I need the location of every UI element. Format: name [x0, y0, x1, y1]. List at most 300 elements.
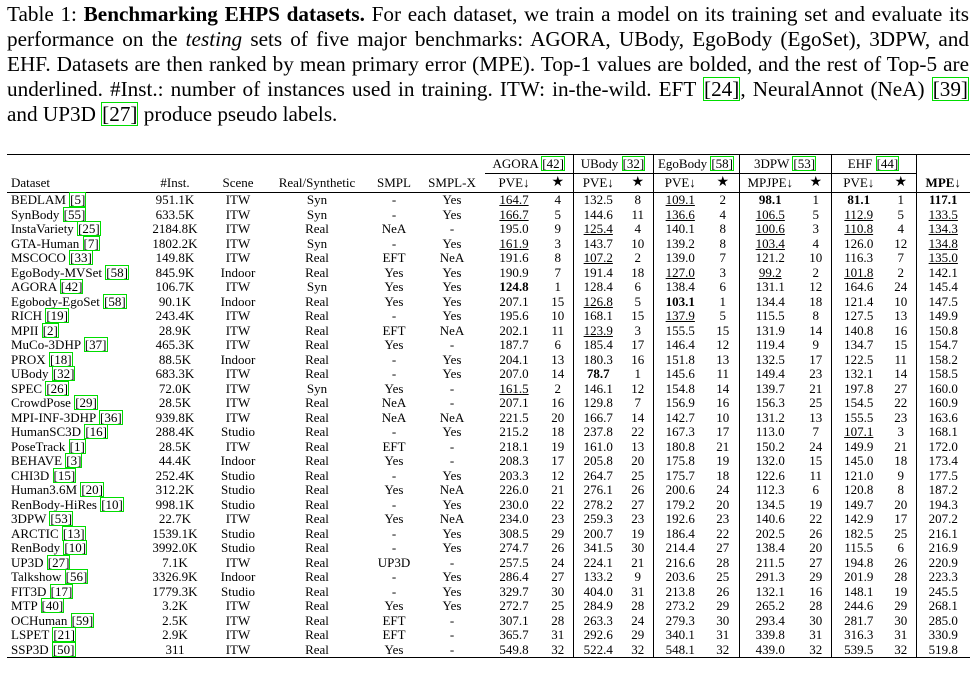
rank-value: 32 — [801, 643, 831, 658]
dataset-name: RenBody-HiRes [10] — [11, 496, 123, 512]
mpe-value: 187.2 — [916, 483, 970, 498]
error-value: 216.6 — [653, 556, 707, 571]
inst-count: 7.1K — [162, 554, 188, 570]
error-value: 281.7 — [831, 614, 886, 629]
mpe-value: 134.3 — [916, 222, 970, 237]
table-body — [7, 193, 970, 658]
smpl: - — [391, 569, 397, 584]
error-value: 144.6 — [573, 208, 623, 223]
citation-link[interactable]: [5] — [70, 192, 86, 207]
error-value: 286.4 — [499, 569, 529, 584]
col-pve: PVE↓ — [573, 174, 623, 193]
error-value: 128.4 — [573, 280, 623, 295]
error-value: 154.5 — [831, 396, 886, 411]
scene: ITW — [225, 366, 251, 381]
smplx: - — [449, 554, 455, 570]
smpl: Yes — [369, 643, 419, 658]
citation-link[interactable]: [59] — [71, 612, 94, 628]
rank-value: 30 — [894, 612, 908, 628]
mpe-value: 134.8 — [916, 237, 970, 252]
error-value: 107.2 — [573, 251, 623, 266]
caption-emph: testing — [185, 26, 243, 51]
table-row — [7, 512, 970, 527]
table-row — [7, 237, 970, 252]
inst-count: 149.8K — [155, 250, 195, 265]
mpe-value: 330.9 — [916, 628, 970, 643]
error-value: 138.4 — [739, 541, 801, 556]
inst-count: 252.4K — [155, 467, 195, 483]
smplx: - — [449, 221, 455, 236]
inst-count: 1779.3K — [152, 583, 198, 599]
error-value: 284.9 — [573, 599, 623, 614]
rank-value: 32 — [623, 643, 653, 658]
error-value: 278.2 — [573, 498, 623, 513]
mpe-value: 519.8 — [916, 643, 970, 658]
error-value: 106.5 — [739, 208, 801, 223]
error-value: 207.0 — [499, 366, 529, 381]
real-synthetic: Real — [305, 453, 329, 468]
citation-link[interactable]: [58] — [104, 293, 126, 309]
error-value: 207.1 — [499, 395, 529, 410]
scene: ITW — [225, 395, 251, 410]
rank-value: 23 — [894, 409, 908, 425]
benchmark-table — [7, 154, 970, 658]
rank-value: 4 — [554, 192, 561, 207]
smplx: Yes — [442, 366, 462, 381]
inst-count: 288.4K — [155, 424, 195, 439]
table-row — [7, 628, 970, 643]
rank-value: 29 — [809, 569, 823, 584]
rank-value: 32 — [707, 643, 739, 658]
col-pve: PVE↓ — [831, 174, 886, 193]
error-value: 192.6 — [653, 512, 707, 527]
smplx: - — [449, 337, 455, 352]
scene: ITW — [225, 221, 251, 236]
rank-value: 10 — [716, 409, 730, 425]
rank-value: 29 — [631, 627, 645, 642]
rank-value: 6 — [719, 279, 726, 294]
rank-value: 20 — [551, 409, 565, 425]
inst-count: 28.9K — [158, 322, 192, 338]
error-value: 132.5 — [573, 193, 623, 208]
table-row — [7, 483, 970, 498]
scene: ITW — [225, 250, 251, 265]
rank-value: 15 — [894, 337, 908, 352]
col-mpjpe: MPJPE↓ — [739, 174, 801, 193]
rank-value: 4 — [897, 221, 904, 236]
citation-link[interactable]: [10] — [101, 496, 123, 512]
rank-value: 12 — [894, 235, 908, 251]
citation-link[interactable]: [27] — [47, 554, 70, 570]
real-synthetic: Real — [305, 612, 329, 628]
rank-value: 11 — [894, 351, 908, 367]
citation-link[interactable]: [53] — [793, 156, 816, 171]
error-value: 185.4 — [573, 338, 623, 353]
dataset-name: AGORA [42] — [11, 279, 83, 294]
error-value: 156.9 — [653, 396, 707, 411]
caption-text: produce pseudo labels. — [138, 101, 338, 126]
mpe-value: 154.7 — [916, 338, 970, 353]
scene: ITW — [225, 554, 251, 570]
citation-link[interactable]: [44] — [876, 156, 899, 171]
error-value: 164.7 — [499, 192, 529, 207]
dataset-name: OCHuman [59] — [11, 612, 94, 628]
citation-link[interactable]: [16] — [85, 424, 107, 439]
rank-value: 8 — [897, 482, 904, 497]
inst-count: 633.5K — [155, 206, 195, 222]
error-value: 293.4 — [739, 614, 801, 629]
smpl: - — [391, 366, 397, 381]
mpe-value: 268.1 — [916, 599, 970, 614]
table-row — [7, 382, 970, 397]
inst-count: 939.8K — [155, 409, 195, 425]
citation-link[interactable]: [37] — [84, 337, 107, 352]
rank-value: 25 — [809, 395, 823, 410]
error-value: 132.1 — [739, 585, 801, 600]
real-synthetic: Real — [305, 627, 329, 642]
error-value: 191.4 — [573, 266, 623, 281]
table-row — [7, 266, 970, 281]
real-synthetic: Real — [265, 643, 369, 658]
rank-value: 13 — [809, 409, 823, 425]
error-value: 161.5 — [499, 380, 529, 396]
citation-link[interactable]: [55] — [63, 206, 86, 222]
error-value: 190.9 — [499, 264, 529, 280]
rank-value: 14 — [809, 322, 823, 338]
error-value: 226.0 — [499, 482, 529, 497]
rank-value: 1 — [812, 192, 819, 207]
error-value: 124.8 — [499, 279, 529, 294]
error-value: 291.3 — [739, 570, 801, 585]
rank-value: 2 — [897, 264, 904, 280]
dataset-name: MSCOCO [33] — [11, 250, 92, 265]
dataset-name: EgoBody-MVSet [58] — [11, 264, 128, 280]
smpl: Yes — [384, 380, 404, 396]
smpl: NeA — [381, 221, 407, 236]
citation-link[interactable]: [58] — [711, 156, 734, 171]
error-value: 201.9 — [831, 570, 886, 585]
error-value: 142.7 — [653, 411, 707, 426]
caption-title: Benchmarking EHPS datasets. — [83, 2, 365, 26]
rank-value: 16 — [551, 395, 565, 410]
citation-link[interactable]: [7] — [83, 235, 99, 251]
citation-link[interactable]: [42] — [542, 156, 564, 171]
error-value: 121.4 — [831, 295, 886, 310]
rank-value: 9 — [634, 569, 641, 584]
rank-value: 4 — [634, 221, 641, 236]
rank-value: 21 — [894, 438, 908, 454]
table-row — [7, 425, 970, 440]
rank-value: 3 — [634, 322, 641, 338]
table-row — [7, 396, 970, 411]
col-scene: Scene — [211, 174, 265, 193]
error-value: 99.2 — [739, 266, 801, 281]
rank-value: 18 — [551, 424, 565, 439]
caption-text: For each dataset, we train a model on its training set and evaluate its performance on the — [7, 2, 969, 51]
error-value: 140.1 — [653, 222, 707, 237]
rank-value: 1 — [554, 279, 561, 294]
citation-link[interactable]: [15] — [53, 467, 76, 483]
rank-value: 26 — [716, 583, 730, 599]
smplx: Yes — [442, 192, 462, 207]
error-value: 186.4 — [653, 527, 707, 542]
error-value: 139.7 — [739, 382, 801, 397]
table-row — [7, 570, 970, 585]
mpe-value: 142.1 — [916, 266, 970, 281]
citation-link[interactable]: [53] — [50, 511, 73, 526]
inst-count: 90.1K — [158, 293, 192, 309]
error-value: 122.6 — [739, 469, 801, 484]
dataset-name: HumanSC3D [16] — [11, 424, 107, 439]
rank-value: 27 — [716, 540, 730, 555]
error-value: 149.4 — [739, 367, 801, 382]
scene: Studio — [221, 525, 255, 541]
citation-link[interactable]: [2] — [42, 322, 58, 338]
rank-value: 6 — [897, 540, 904, 555]
rank-value: 18 — [631, 264, 645, 280]
smpl: NeA — [381, 395, 407, 410]
dataset-name: RICH [19] — [11, 308, 68, 323]
error-value: 149.9 — [831, 440, 886, 455]
scene: ITW — [225, 627, 251, 642]
rank-value: 1 — [897, 192, 904, 207]
group-3dpw: 3DPW [53] — [739, 155, 831, 174]
error-value: 180.3 — [573, 353, 623, 368]
error-value: 109.1 — [653, 193, 707, 208]
mpe-value: 158.5 — [916, 367, 970, 382]
dataset-name: CHI3D [15] — [11, 467, 76, 483]
smplx: - — [419, 643, 485, 658]
smpl: - — [391, 467, 397, 483]
error-value: 211.5 — [739, 556, 801, 571]
citation-link[interactable]: [20] — [81, 482, 104, 497]
inst-count: 72.0K — [158, 380, 192, 396]
citation-link[interactable]: [24] — [704, 76, 740, 101]
scene: ITW — [225, 380, 251, 396]
inst-count: 44.4K — [158, 453, 192, 468]
smplx: Yes — [442, 540, 462, 555]
error-value: 179.2 — [653, 498, 707, 513]
smpl: Yes — [384, 337, 404, 352]
error-value: 140.8 — [831, 324, 886, 339]
error-value: 112.9 — [831, 208, 886, 223]
caption-text: and UP3D — [7, 101, 102, 126]
error-value: 98.1 — [739, 193, 801, 208]
smpl: - — [391, 192, 397, 207]
error-value: 156.3 — [739, 396, 801, 411]
rank-value: 13 — [551, 351, 565, 367]
rank-value: 17 — [809, 351, 823, 367]
error-value: 292.6 — [573, 628, 623, 643]
inst-count: 2184.8K — [152, 221, 198, 236]
smpl: Yes — [384, 279, 404, 294]
citation-link[interactable]: [25] — [78, 221, 100, 236]
error-value: 132.0 — [739, 454, 801, 469]
rank-value: 14 — [716, 380, 730, 396]
table-row — [7, 599, 970, 614]
rank-value: 12 — [809, 279, 823, 294]
citation-link[interactable]: [50] — [52, 641, 75, 657]
error-value: 339.8 — [739, 628, 801, 643]
column-header-row — [7, 174, 970, 193]
citation-link[interactable]: [19] — [46, 308, 68, 323]
citation-link[interactable]: [58] — [106, 264, 128, 280]
error-value: 200.6 — [653, 483, 707, 498]
error-value: 164.6 — [831, 280, 886, 295]
citation-link[interactable]: [56] — [65, 569, 88, 584]
error-value: 139.0 — [653, 251, 707, 266]
rank-value: 19 — [809, 496, 823, 512]
rank-value: 9 — [897, 467, 904, 483]
dataset-name: 3DPW [53] — [11, 511, 73, 526]
citation-link[interactable]: [29] — [75, 395, 97, 410]
citation-link[interactable]: [39] — [932, 76, 968, 101]
dataset-name: Human3.6M [20] — [11, 482, 104, 497]
rank-value: 17 — [716, 424, 730, 439]
rank-value: 17 — [894, 511, 908, 526]
smpl: Yes — [384, 264, 404, 280]
rank-value: 30 — [551, 583, 565, 599]
smpl: Yes — [384, 511, 404, 526]
dataset-name: SPEC [26] — [11, 380, 68, 396]
error-value: 148.1 — [831, 585, 886, 600]
real-synthetic: Real — [305, 409, 329, 425]
rank-value: 23 — [809, 366, 823, 381]
mpe-value: 158.2 — [916, 353, 970, 368]
rank-value: 24 — [809, 438, 823, 454]
mpe-value: 117.1 — [916, 193, 970, 208]
error-value: 140.6 — [739, 512, 801, 527]
inst-count: 2.5K — [162, 612, 188, 628]
error-value: 168.1 — [573, 309, 623, 324]
error-value: 107.1 — [831, 425, 886, 440]
smplx: - — [449, 438, 455, 454]
rank-value: 2 — [719, 192, 726, 207]
error-value: 197.8 — [831, 382, 886, 397]
rank-value: 18 — [894, 453, 908, 468]
scene: ITW — [225, 438, 251, 454]
smplx: Yes — [442, 467, 462, 483]
scene: Studio — [221, 467, 255, 483]
rank-value: 25 — [894, 525, 908, 541]
rank-value: 12 — [716, 337, 730, 352]
dataset-name: SynBody [55] — [11, 206, 86, 222]
citation-link[interactable]: [40] — [41, 598, 64, 613]
mpe-value: 135.0 — [916, 251, 970, 266]
rank-value: 31 — [716, 627, 730, 642]
dataset-name: PoseTrack [1] — [11, 438, 85, 454]
citation-link[interactable]: [3] — [66, 453, 82, 468]
rank-value: 6 — [634, 279, 641, 294]
error-value: 110.8 — [831, 222, 886, 237]
citation-link[interactable]: [1] — [69, 438, 85, 454]
error-value: 166.7 — [499, 206, 529, 222]
error-value: 230.0 — [499, 496, 529, 512]
citation-link[interactable]: [21] — [53, 627, 75, 642]
smplx: Yes — [442, 525, 462, 541]
inst-count: 243.4K — [155, 308, 195, 323]
mpe-value: 223.3 — [916, 570, 970, 585]
smpl: - — [391, 351, 397, 367]
real-synthetic: Real — [305, 250, 329, 265]
error-value: 549.8 — [485, 643, 543, 658]
error-value: 138.4 — [653, 280, 707, 295]
error-value: 195.0 — [499, 221, 529, 236]
rank-value: 26 — [894, 554, 908, 570]
citation-link[interactable]: [26] — [46, 380, 68, 396]
error-value: 264.7 — [573, 469, 623, 484]
error-value: 244.6 — [831, 599, 886, 614]
citation-link[interactable]: [18] — [49, 351, 72, 367]
rank-value: 5 — [634, 293, 641, 309]
scene: ITW — [225, 511, 251, 526]
citation-link[interactable]: [17] — [50, 583, 73, 599]
rank-value: 28 — [809, 598, 823, 613]
citation-link[interactable]: [27] — [102, 101, 138, 126]
scene: ITW — [225, 409, 251, 425]
citation-link[interactable]: [36] — [100, 409, 122, 425]
citation-link[interactable]: [10] — [64, 540, 87, 555]
rank-value: 6 — [554, 337, 561, 352]
citation-link[interactable]: [13] — [62, 525, 85, 541]
error-value: 224.1 — [573, 556, 623, 571]
citation-link[interactable]: [32] — [622, 156, 645, 171]
rank-value: 28 — [631, 598, 645, 613]
table-row — [7, 643, 970, 658]
citation-link[interactable]: [33] — [70, 250, 92, 265]
table-row — [7, 353, 970, 368]
citation-link[interactable]: [32] — [52, 366, 75, 381]
scene: Studio — [221, 482, 255, 497]
rank-value: 32 — [886, 643, 916, 658]
real-synthetic: Real — [305, 293, 329, 309]
table-row — [7, 527, 970, 542]
mpe-value: 245.5 — [916, 585, 970, 600]
error-value: 166.7 — [573, 411, 623, 426]
real-synthetic: Syn — [306, 235, 328, 251]
real-synthetic: Real — [305, 583, 329, 599]
rank-value: 8 — [719, 221, 726, 236]
real-synthetic: Real — [305, 337, 329, 352]
smplx: Yes — [442, 569, 462, 584]
dataset-name: Egobody-EgoSet [58] — [11, 293, 126, 309]
scene: Indoor — [220, 264, 256, 280]
dataset-name: SSP3D [50] — [7, 643, 139, 658]
inst-count: 106.7K — [155, 279, 195, 294]
error-value: 307.1 — [499, 612, 529, 628]
rank-value: 27 — [809, 554, 823, 570]
smpl: - — [391, 206, 397, 222]
dataset-name: PROX [18] — [11, 351, 72, 367]
rank-value: 14 — [894, 366, 908, 381]
scene: Indoor — [220, 293, 256, 309]
group-ubody: UBody [32] — [573, 155, 653, 174]
mpe-value: 207.2 — [916, 512, 970, 527]
rank-value: 22 — [631, 424, 645, 439]
rank-value: 15 — [716, 322, 730, 338]
real-synthetic: Real — [305, 395, 329, 410]
error-value: 234.0 — [499, 511, 529, 526]
rank-value: 15 — [809, 453, 823, 468]
inst-count: 88.5K — [158, 351, 192, 367]
rank-value: 16 — [716, 395, 730, 410]
rank-value: 10 — [631, 235, 645, 251]
scene: Studio — [221, 424, 255, 439]
error-value: 263.3 — [573, 614, 623, 629]
error-value: 145.0 — [831, 454, 886, 469]
error-value: 202.5 — [739, 527, 801, 542]
citation-link[interactable]: [42] — [60, 279, 83, 294]
